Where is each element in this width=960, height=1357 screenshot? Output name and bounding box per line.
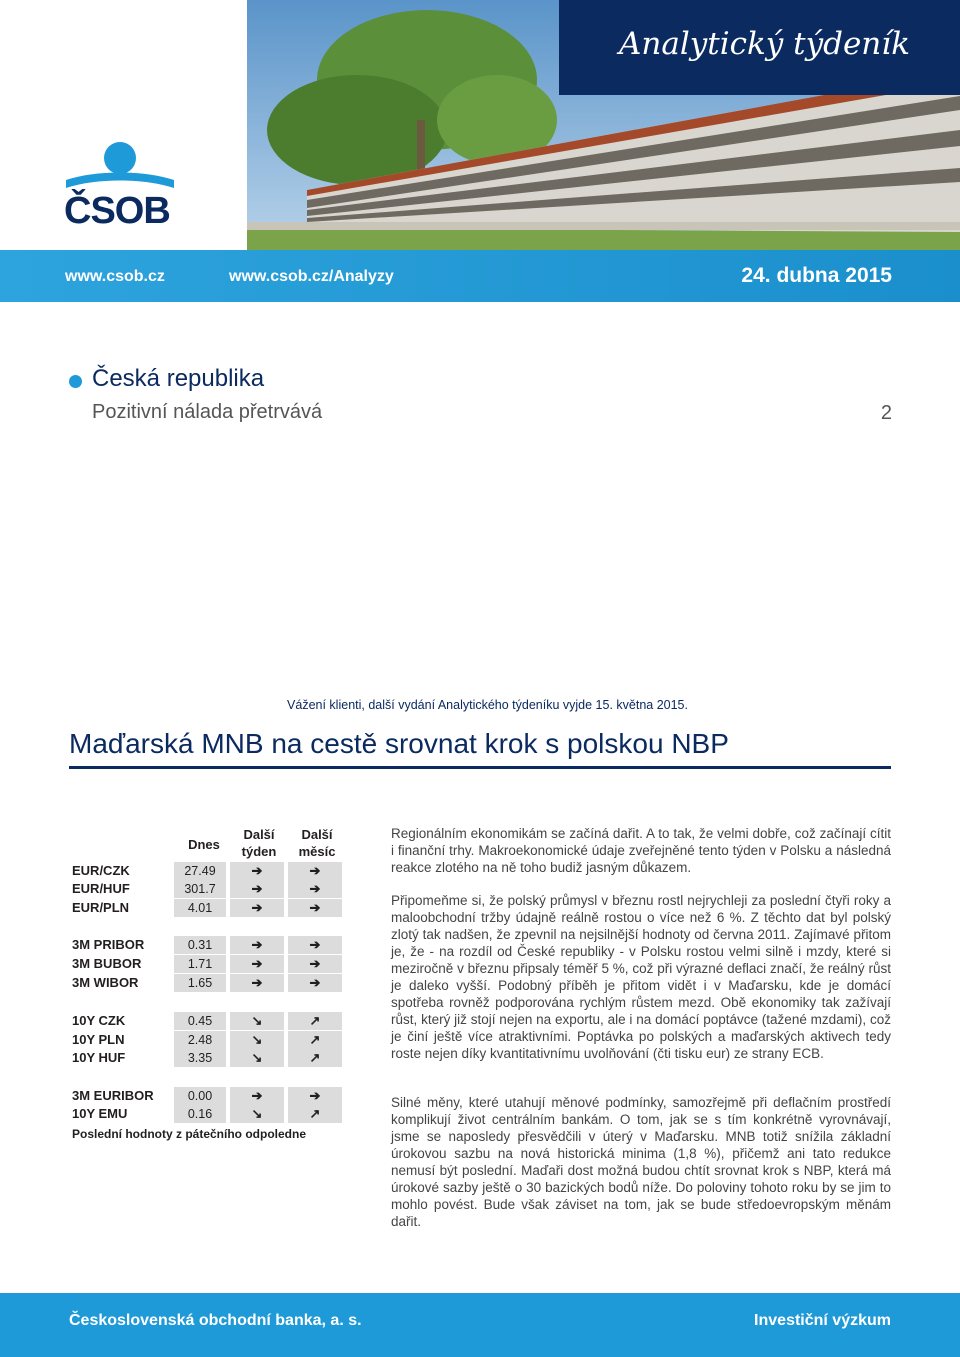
link-analyzy[interactable]: www.csob.cz/Analyzy [229, 268, 394, 285]
table-row [70, 974, 342, 992]
instrument-name: 10Y PLN [72, 1032, 125, 1047]
title-box [559, 0, 960, 95]
today-value: 1.71 [174, 955, 226, 973]
arrow-down-right-icon: ↘ [230, 1012, 284, 1030]
header-next-week: Další týden [241, 827, 277, 859]
arrow-right-icon: ➔ [288, 1087, 342, 1105]
instrument-name: 10Y HUF [72, 1050, 126, 1065]
link-csob[interactable]: www.csob.cz [65, 268, 165, 285]
arrow-right-icon: ➔ [230, 936, 284, 954]
instrument-name: 3M EURIBOR [72, 1088, 154, 1103]
toc-section-title[interactable]: Česká republika [92, 365, 265, 392]
arrow-right-icon: ➔ [288, 955, 342, 973]
today-value: 301.7 [174, 880, 226, 898]
instrument-name: 3M PRIBOR [72, 937, 145, 952]
arrow-right-icon: ➔ [230, 1087, 284, 1105]
arrow-down-right-icon: ↘ [230, 1105, 284, 1123]
arrow-right-icon: ➔ [288, 936, 342, 954]
instrument-name: EUR/HUF [72, 881, 130, 896]
header-today: Dnes [188, 837, 220, 852]
instrument-name: 3M WIBOR [72, 975, 139, 990]
table-row [70, 1105, 342, 1123]
arrow-right-icon: ➔ [230, 862, 284, 880]
bullet-icon [69, 375, 82, 388]
today-value: 0.31 [174, 936, 226, 954]
table-row [70, 862, 342, 880]
instrument-name: 10Y EMU [72, 1106, 128, 1121]
today-value: 0.16 [174, 1105, 226, 1123]
table-row [70, 955, 342, 973]
article-title: Maďarská MNB na cestě srovnat krok s polskou NBP [69, 728, 729, 759]
today-value: 4.01 [174, 899, 226, 917]
instrument-name: EUR/PLN [72, 900, 130, 915]
csob-logo-icon [66, 140, 174, 196]
logo-text: ČSOB [64, 190, 170, 232]
today-value: 27.49 [174, 862, 226, 880]
instrument-name: 10Y CZK [72, 1013, 126, 1028]
instrument-name: EUR/CZK [72, 863, 130, 878]
arrow-up-right-icon: ↗ [288, 1049, 342, 1067]
table-row [70, 1031, 342, 1049]
arrow-right-icon: ➔ [288, 880, 342, 898]
toc-page-number: 2 [880, 402, 892, 424]
arrow-down-right-icon: ↘ [230, 1049, 284, 1067]
table-row [70, 1087, 342, 1105]
arrow-right-icon: ➔ [230, 955, 284, 973]
title-rule [69, 766, 891, 769]
arrow-right-icon: ➔ [230, 899, 284, 917]
instrument-name: 3M BUBOR [72, 956, 142, 971]
table-note: Poslední hodnoty z pátečního odpoledne [72, 1127, 306, 1141]
arrow-up-right-icon: ↗ [288, 1105, 342, 1123]
paragraph-3: Silné měny, které utahují měnové podmínky, samozřejmě při deflačním prostředí komplikují život centrálním bankám. O tom, jak se s tím konkrétně vyrovnávají, jsme se naposledy přesvědčili v úterý v Maďarsku. MNB totiž snížila základní úrokovou sazbu na nová historická minima (1,8 %), přičemž ani tato redukce nemusí být poslední. Maďaři dost možná budou chtít srovnat krok s NBP, která má úrokové sazby ještě o 30 bazických bodů níže. Do poloviny tohoto roku by se jim to mohlo povést. Bude však záviset na tom, jak se bude středoevropským měnám dařit. [391, 1095, 891, 1229]
arrow-right-icon: ➔ [288, 862, 342, 880]
table-row [70, 880, 342, 898]
arrow-right-icon: ➔ [288, 899, 342, 917]
paragraph-1: Regionálním ekonomikám se začíná dařit. A to tak, že velmi dobře, což začínají cítit i finanční trhy. Makroekonomické údaje zveřejněné tento týden v Polsku a následná reakce zlotého na ně toho budiž jasným důkazem. [391, 826, 891, 875]
logo-panel [0, 0, 247, 250]
arrow-right-icon: ➔ [230, 974, 284, 992]
table-row [70, 1012, 342, 1030]
footer-bank-name: Československá obchodní banka, a. s. [69, 1312, 362, 1329]
header-next-month: Další měsíc [298, 827, 336, 859]
today-value: 1.65 [174, 974, 226, 992]
publication-title: Analytický týdeník [619, 26, 910, 62]
today-value: 0.00 [174, 1087, 226, 1105]
next-issue-notice: Vážení klienti, další vydání Analytického týdeníku vyjde 15. května 2015. [287, 698, 688, 712]
today-value: 0.45 [174, 1012, 226, 1030]
table-row [70, 936, 342, 954]
arrow-up-right-icon: ↗ [288, 1012, 342, 1030]
footer-department: Investiční výzkum [754, 1312, 891, 1329]
paragraph-2: Připomeňme si, že polský průmysl v březnu rostl nejrychleji za poslední čtyři roky a maloobchodní tržby údajně reálně rostou o více než 6 %. Z těchto dat byl polský zlotý tak nadšen, že zpevnil na nejsilnější hodnoty od června 2011. Zajímavé přitom je, že - na rozdíl od České republiky - v Polsku rostou velmi silně i mzdy, které si meziročně v březnu připsaly téměř 5 %, což při výrazné deflaci značí, že reálný růst je daleko vyšší. Podobný příběh je přitom vidět i v Maďarsku, kde je domácí spotřeba rovněž podporována rychlým růstem mezd. Obě ekonomiky tak zažívají růst, který již stojí nejen na exportu, ale i na domácí poptávce (tažené mzdami), což je činí ještě více atraktivními. Poptávka po polských a maďarských aktivech tedy roste nejen díky kvantitativnímu uvolňování (čti tisku eur) ze strany ECB. [391, 893, 891, 1061]
today-value: 2.48 [174, 1031, 226, 1049]
issue-date: 24. dubna 2015 [741, 264, 892, 287]
arrow-right-icon: ➔ [230, 880, 284, 898]
arrow-down-right-icon: ↘ [230, 1031, 284, 1049]
toc-section-subtitle[interactable]: Pozitivní nálada přetrvává [92, 401, 323, 423]
arrow-up-right-icon: ↗ [288, 1031, 342, 1049]
table-row [70, 899, 342, 917]
table-row [70, 1049, 342, 1067]
arrow-right-icon: ➔ [288, 974, 342, 992]
today-value: 3.35 [174, 1049, 226, 1067]
